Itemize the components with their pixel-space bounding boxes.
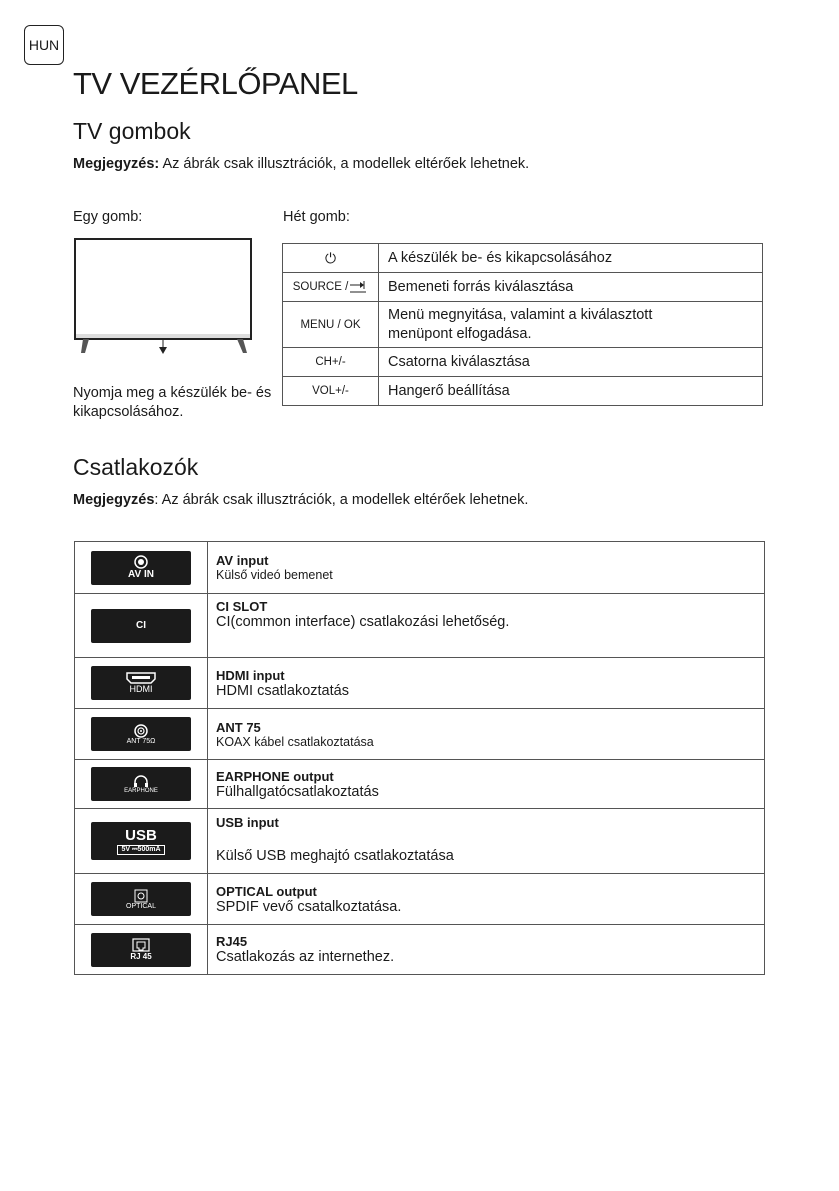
optical-icon bbox=[91, 882, 191, 916]
connector-name: USB input bbox=[216, 815, 279, 830]
row-desc: Menü megnyitása, valamint a kiválasztott menüpont elfogadása. bbox=[379, 302, 763, 348]
note-label: Megjegyzés: bbox=[73, 156, 160, 172]
table-row bbox=[75, 709, 765, 760]
tv-illustration bbox=[73, 237, 255, 357]
note-text: Az ábrák csak illusztrációk, a modellek eltérőek lehetnek. bbox=[159, 156, 530, 172]
hdmi-icon bbox=[91, 666, 191, 700]
row-key: SOURCE / bbox=[283, 273, 379, 302]
source-input-icon bbox=[348, 280, 368, 294]
buttons-note bbox=[73, 156, 529, 172]
table-row bbox=[75, 658, 765, 709]
icon-label: EARPHONE bbox=[124, 788, 158, 794]
connector-table bbox=[74, 541, 765, 975]
connector-desc: CI(common interface) csatlakozási lehetőség. bbox=[216, 614, 510, 630]
icon-label: CI bbox=[136, 620, 146, 631]
icon-label: HDMI bbox=[129, 684, 153, 694]
antenna-icon bbox=[91, 717, 191, 751]
single-button-caption: Nyomja meg a készülék be- és kikapcsolásához. bbox=[73, 385, 272, 420]
row-desc: Bemeneti forrás kiválasztása bbox=[379, 273, 763, 302]
coax-jack-icon bbox=[134, 724, 148, 738]
connector-name: HDMI input bbox=[216, 667, 285, 683]
table-row bbox=[75, 760, 765, 809]
connector-name: OPTICAL output bbox=[216, 883, 317, 899]
table-row bbox=[75, 809, 765, 874]
table-row bbox=[283, 348, 763, 377]
av-in-icon bbox=[91, 551, 191, 585]
row-key: CH+/- bbox=[283, 348, 379, 377]
connector-name: CI SLOT bbox=[216, 599, 268, 614]
table-row bbox=[283, 377, 763, 406]
connector-desc: SPDIF vevő csatalkoztatása. bbox=[216, 898, 402, 915]
note-text: : Az ábrák csak illusztrációk, a modellek eltérőek lehetnek. bbox=[154, 492, 529, 508]
table-row bbox=[283, 273, 763, 302]
row-key: MENU / OK bbox=[283, 302, 379, 348]
rj45-icon bbox=[91, 933, 191, 967]
row-desc: Hangerő beállítása bbox=[379, 377, 763, 406]
row-desc: Csatorna kiválasztása bbox=[379, 348, 763, 377]
row-key: VOL+/- bbox=[283, 377, 379, 406]
table-row bbox=[75, 594, 765, 658]
connector-desc: Külső USB meghajtó csatlakoztatása bbox=[216, 848, 454, 864]
av-jack-icon bbox=[134, 555, 148, 569]
earphone-icon bbox=[91, 767, 191, 801]
optical-port-icon bbox=[134, 889, 148, 903]
button-table bbox=[282, 243, 763, 406]
buttons-heading: TV gombok bbox=[73, 118, 191, 144]
table-row bbox=[283, 302, 763, 348]
connector-desc: KOAX kábel csatlakoztatása bbox=[216, 734, 374, 749]
language-badge: HUN bbox=[24, 25, 64, 65]
icon-label: AV IN bbox=[128, 569, 154, 580]
connector-name: EARPHONE output bbox=[216, 768, 334, 784]
connector-desc: HDMI csatlakoztatás bbox=[216, 682, 349, 699]
icon-label: ANT 75Ω bbox=[126, 737, 156, 745]
connector-name: AV input bbox=[216, 553, 269, 568]
ci-slot-icon bbox=[91, 609, 191, 643]
connector-desc: Fülhallgatócsatlakoztatás bbox=[216, 783, 379, 800]
table-row bbox=[75, 874, 765, 925]
icon-label: USB bbox=[125, 826, 157, 844]
note-label: Megjegyzés bbox=[73, 492, 155, 508]
ethernet-port-icon bbox=[132, 938, 150, 952]
table-row bbox=[283, 244, 763, 273]
table-row bbox=[75, 925, 765, 975]
hdmi-port-icon bbox=[126, 672, 156, 684]
connector-name: ANT 75 bbox=[216, 719, 261, 735]
connectors-heading: Csatlakozók bbox=[73, 454, 199, 480]
connector-desc: Csatlakozás az internethez. bbox=[216, 949, 395, 965]
power-icon: ⏻ bbox=[283, 244, 379, 273]
table-row bbox=[75, 542, 765, 594]
headphone-icon bbox=[133, 774, 149, 788]
connector-desc: Külső videó bemenet bbox=[216, 568, 333, 582]
icon-label: OPTICAL bbox=[126, 902, 156, 910]
connectors-note bbox=[73, 492, 528, 508]
icon-label: RJ 45 bbox=[130, 952, 152, 961]
connector-name: RJ45 bbox=[216, 934, 248, 949]
usb-icon bbox=[91, 822, 191, 860]
usb-rating-label: 5V ⎓500mA bbox=[117, 845, 164, 855]
page-title: TV VEZÉRLŐPANEL bbox=[73, 66, 358, 101]
seven-button-label: Hét gomb: bbox=[283, 209, 350, 225]
row-desc: A készülék be- és kikapcsolásához bbox=[379, 244, 763, 273]
single-button-label: Egy gomb: bbox=[73, 209, 143, 225]
